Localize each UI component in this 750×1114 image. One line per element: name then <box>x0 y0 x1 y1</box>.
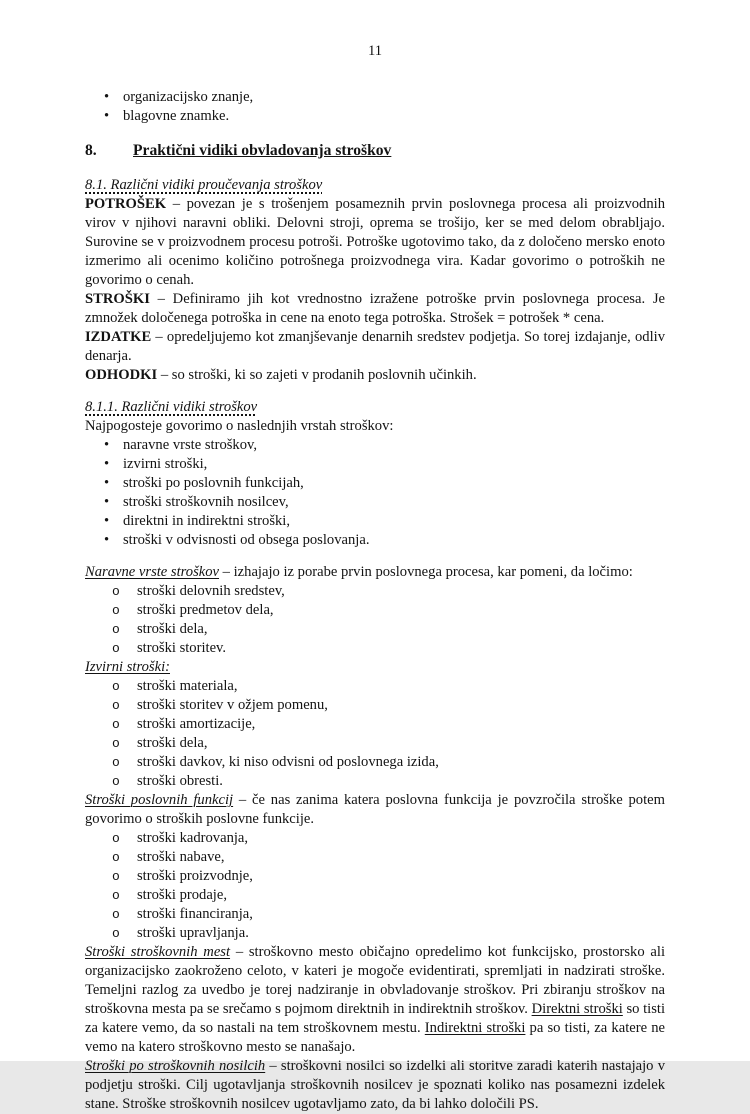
list-item-text: stroški upravljanja. <box>137 925 249 941</box>
list-item-text: stroški nabave, <box>137 849 225 865</box>
list-item <box>112 734 665 753</box>
list-item <box>112 677 665 696</box>
bullet-circle-icon: o <box>112 850 120 865</box>
bullet-circle-icon: o <box>112 926 120 941</box>
subsection-heading <box>85 398 665 417</box>
text-run: Naravne vrste stroškov <box>85 564 220 580</box>
bullet-disc-icon: • <box>104 532 110 548</box>
list-item <box>104 107 665 126</box>
bullet-disc-icon: • <box>104 89 110 105</box>
text-run: 8.1. Različni vidiki proučevanja stroškov <box>85 177 323 193</box>
list-item-text: stroški po poslovnih funkcijah, <box>123 475 304 491</box>
bullet-circle-icon: o <box>112 869 120 884</box>
bullet-list <box>85 88 665 126</box>
text-run: so tisti za katere vemo, da so nastali na tem stroškovnem mestu. <box>85 1001 665 1036</box>
bullet-circle-icon: o <box>112 679 120 694</box>
list-item <box>112 601 665 620</box>
list-item <box>104 88 665 107</box>
paragraph <box>85 658 665 677</box>
list-item-text: stroški storitev. <box>137 640 227 656</box>
bullet-circle-icon: o <box>112 888 120 903</box>
bullet-list <box>85 829 665 943</box>
list-item-text: naravne vrste stroškov, <box>123 437 258 453</box>
paragraph <box>85 195 665 290</box>
list-item <box>104 531 665 550</box>
bullet-circle-icon: o <box>112 717 120 732</box>
bullet-circle-icon: o <box>112 774 120 789</box>
list-item <box>112 696 665 715</box>
bullet-disc-icon: • <box>104 513 110 529</box>
text-run: POTROŠEK <box>85 196 167 212</box>
list-item-text: stroški obresti. <box>137 773 223 789</box>
list-item-text: stroški stroškovnih nosilcev, <box>123 494 289 510</box>
text-run: – izhajajo iz porabe prvin poslovnega procesa, kar pomeni, da ločimo: <box>219 564 633 580</box>
list-item <box>112 886 665 905</box>
list-item-text: stroški predmetov dela, <box>137 602 274 618</box>
bullet-circle-icon: o <box>112 907 120 922</box>
paragraph <box>85 366 665 385</box>
list-item <box>112 905 665 924</box>
list-item <box>112 867 665 886</box>
list-item-text: organizacijsko znanje, <box>123 89 254 105</box>
paragraph <box>85 417 665 436</box>
list-item-text: direktni in indirektni stroški, <box>123 513 291 529</box>
list-item-text: stroški materiala, <box>137 678 238 694</box>
bullet-circle-icon: o <box>112 584 120 599</box>
list-item-text: stroški dela, <box>137 621 208 637</box>
bullet-circle-icon: o <box>112 736 120 751</box>
list-item <box>104 455 665 474</box>
text-run: – stroškovni nosilci so izdelki ali storitve zaradi katerih nastajajo v podjetju stroški. Cilj ugotavljanja stroškovnih nosilcev je spoznati koliko nas posamezni izdelek stane. Stroške stroškovnih nosilcev ugotavljamo zato, da bi lahko določili PS. <box>85 1058 665 1112</box>
paragraph <box>85 943 665 1057</box>
bullet-disc-icon: • <box>104 456 110 472</box>
bullet-disc-icon: • <box>104 475 110 491</box>
list-item-text: stroški proizvodnje, <box>137 868 253 884</box>
paragraph <box>85 791 665 829</box>
list-item-text: izvirni stroški, <box>123 456 208 472</box>
bullet-circle-icon: o <box>112 755 120 770</box>
list-item <box>112 829 665 848</box>
text-run: Direktni stroški <box>531 1001 623 1017</box>
bullet-circle-icon: o <box>112 641 120 656</box>
text-run: Najpogosteje govorimo o naslednjih vrstah stroškov: <box>85 418 394 434</box>
list-item-text: blagovne znamke. <box>123 108 230 124</box>
list-item <box>104 493 665 512</box>
bullet-circle-icon: o <box>112 622 120 637</box>
section-heading-title: Praktični vidiki obvladovanja stroškov <box>133 142 392 159</box>
text-run: Indirektni stroški <box>424 1020 526 1036</box>
text-run: pa so tisti, za katere ne vemo na katero stroškovno mesto se nanašajo. <box>85 1020 665 1055</box>
text-run: 8.1.1. Različni vidiki stroškov <box>85 399 258 415</box>
text-run: – opredeljujemo kot zmanjševanje denarnih sredstev podjetja. So torej izdajanje, odliv denarja. <box>85 329 665 364</box>
paragraph <box>85 1057 665 1114</box>
bullet-circle-icon: o <box>112 603 120 618</box>
list-item <box>112 715 665 734</box>
list-item <box>104 474 665 493</box>
paragraph <box>85 328 665 366</box>
page-number: 11 <box>367 43 383 59</box>
list-item <box>112 924 665 943</box>
bullet-circle-icon: o <box>112 698 120 713</box>
bullet-disc-icon: • <box>104 108 110 124</box>
list-item-text: stroški delovnih sredstev, <box>137 583 285 599</box>
bullet-disc-icon: • <box>104 437 110 453</box>
text-run: – Definiramo jih kot vrednostno izražene potroške prvin poslovnega procesa. Je zmnožek določenega potroška in cene na enoto tega potroška. Strošek = potrošek * cena. <box>85 291 665 326</box>
list-item <box>112 772 665 791</box>
list-item <box>112 639 665 658</box>
list-item-text: stroški financiranja, <box>137 906 253 922</box>
text-run: Izvirni stroški: <box>85 659 170 675</box>
document-content <box>85 88 665 1114</box>
list-item <box>112 582 665 601</box>
text-run: Stroški poslovnih funkcij <box>85 792 234 808</box>
bullet-list <box>85 677 665 791</box>
section-heading <box>85 140 665 161</box>
list-item-text: stroški v odvisnosti od obsega poslovanja. <box>123 532 370 548</box>
list-item <box>112 753 665 772</box>
list-item-text: stroški davkov, ki niso odvisni od poslovnega izida, <box>137 754 439 770</box>
list-item-text: stroški prodaje, <box>137 887 227 903</box>
bullet-disc-icon: • <box>104 494 110 510</box>
list-item-text: stroški storitev v ožjem pomenu, <box>137 697 328 713</box>
list-item <box>104 512 665 531</box>
text-run: IZDATKE <box>85 329 152 345</box>
list-item-text: stroški amortizacije, <box>137 716 256 732</box>
text-run: – so stroški, ki so zajeti v prodanih poslovnih učinkih. <box>157 367 477 383</box>
text-run: – če nas zanima katera poslovna funkcija je povzročila stroške potem govorimo o stroških poslovne funkcije. <box>85 792 665 827</box>
paragraph <box>85 563 665 582</box>
text-run: ODHODKI <box>85 367 158 383</box>
list-item <box>112 620 665 639</box>
text-run: – povezan je s trošenjem posameznih prvin poslovnega procesa ali proizvodnih virov v njihovi naravni obliki. Delovni stroji, oprema se trošijo, ker se med delom obrabljajo. Surovine se v proizvodnem procesu potroši. Potroške ugotovimo tako, da z določeno mersko enoto izmerimo ali ocenimo količino potrošnega proizvodnega vira. Kadar govorimo o potroških ne govorimo o cenah. <box>85 196 665 288</box>
text-run: STROŠKI <box>85 291 150 307</box>
text-run: Stroški stroškovnih mest <box>85 944 231 960</box>
list-item-text: stroški kadrovanja, <box>137 830 249 846</box>
list-item <box>112 848 665 867</box>
list-item <box>104 436 665 455</box>
list-item-text: stroški dela, <box>137 735 208 751</box>
text-run: Stroški po stroškovnih nosilcih <box>85 1058 266 1074</box>
bullet-list <box>85 436 665 550</box>
bullet-list <box>85 582 665 658</box>
subsection-heading <box>85 176 665 195</box>
section-heading-number: 8. <box>85 142 97 159</box>
paragraph <box>85 290 665 328</box>
bullet-circle-icon: o <box>112 831 120 846</box>
text-run: – stroškovno mesto običajno opredelimo kot funkcijsko, prostorsko ali organizacijsko zaokroženo celoto, v kateri je mogoče evidentirati, spremljati in nadzirati stroške. Temeljni razlog za uvedbo je torej nadziranje in obvladovanje stroškov. Pri zbiranju stroškov na stroškovna mesta pa se srečamo s pojmom direktnih in indirektnih stroškov. <box>85 944 666 1017</box>
